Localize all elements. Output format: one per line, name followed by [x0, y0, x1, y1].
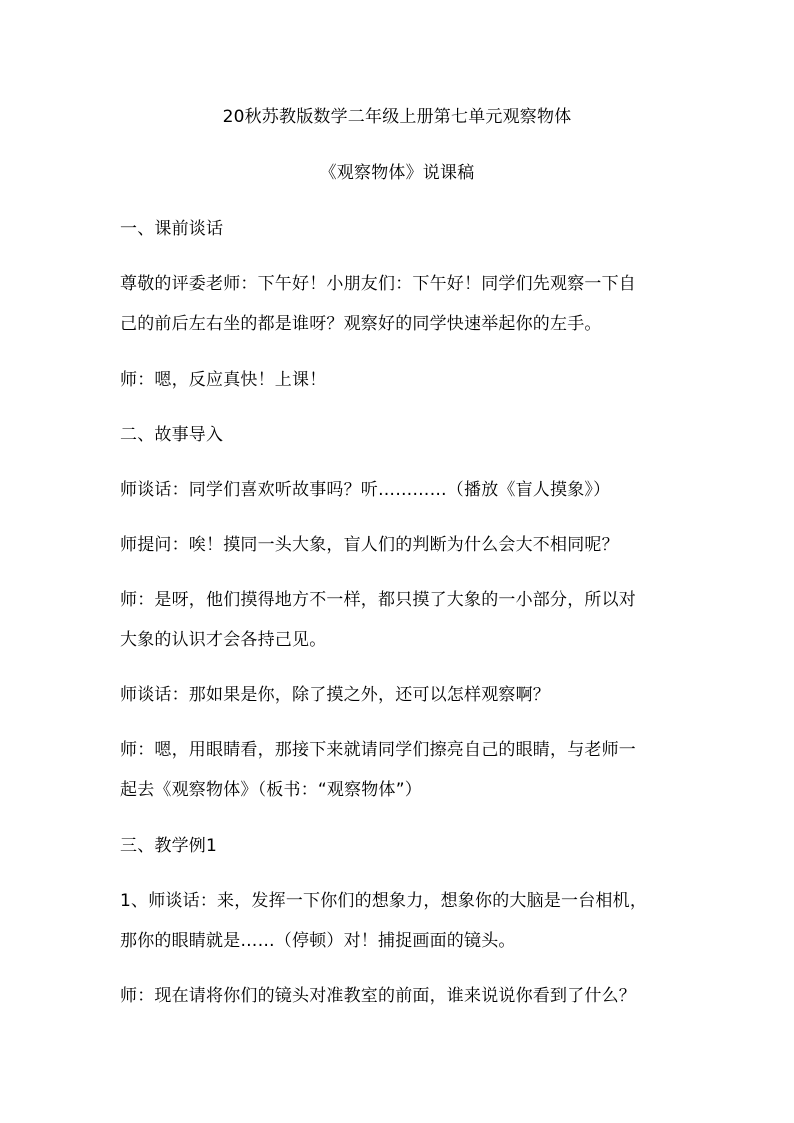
- paragraph-line: 师谈话：同学们喜欢听故事吗？听…………（播放《盲人摸象》）: [120, 480, 611, 500]
- paragraph-line: 大象的认识才会各持己见。: [120, 630, 327, 650]
- paragraph-line: 师谈话：那如果是你，除了摸之外，还可以怎样观察啊？: [120, 685, 550, 705]
- paragraph-line: 师：嗯，反应真快！上课！: [120, 370, 327, 390]
- document-title: 20秋苏教版数学二年级上册第七单元观察物体: [222, 107, 572, 127]
- paragraph-line: 师：是呀，他们摸得地方不一样，都只摸了大象的一小部分，所以对: [120, 590, 636, 610]
- section-heading-story-intro: 二、故事导入: [120, 425, 224, 445]
- paragraph-line: 尊敬的评委老师：下午好！小朋友们：下午好！同学们先观察一下自: [120, 274, 636, 294]
- paragraph-line: 1、师谈话：来，发挥一下你们的想象力，想象你的大脑是一台相机，: [120, 891, 648, 911]
- paragraph-line: 师：嗯，用眼睛看，那接下来就请同学们擦亮自己的眼睛，与老师一: [120, 740, 636, 760]
- section-heading-pre-class-talk: 一、课前谈话: [120, 219, 224, 239]
- paragraph-line: 师提问：唉！摸同一头大象，盲人们的判断为什么会大不相同呢？: [120, 535, 619, 555]
- section-heading-example-1: 三、教学例1: [120, 836, 218, 856]
- paragraph-line: 起去《观察物体》（板书：“观察物体”）: [120, 780, 422, 800]
- paragraph-line: 己的前后左右坐的都是谁呀？观察好的同学快速举起你的左手。: [120, 314, 602, 334]
- paragraph-line: 师：现在请将你们的镜头对准教室的前面，谁来说说你看到了什么？: [120, 986, 636, 1006]
- paragraph-line: 那你的眼睛就是……（停顿）对！捕捉画面的镜头。: [120, 931, 516, 951]
- document-subtitle: 《观察物体》说课稿: [319, 163, 475, 183]
